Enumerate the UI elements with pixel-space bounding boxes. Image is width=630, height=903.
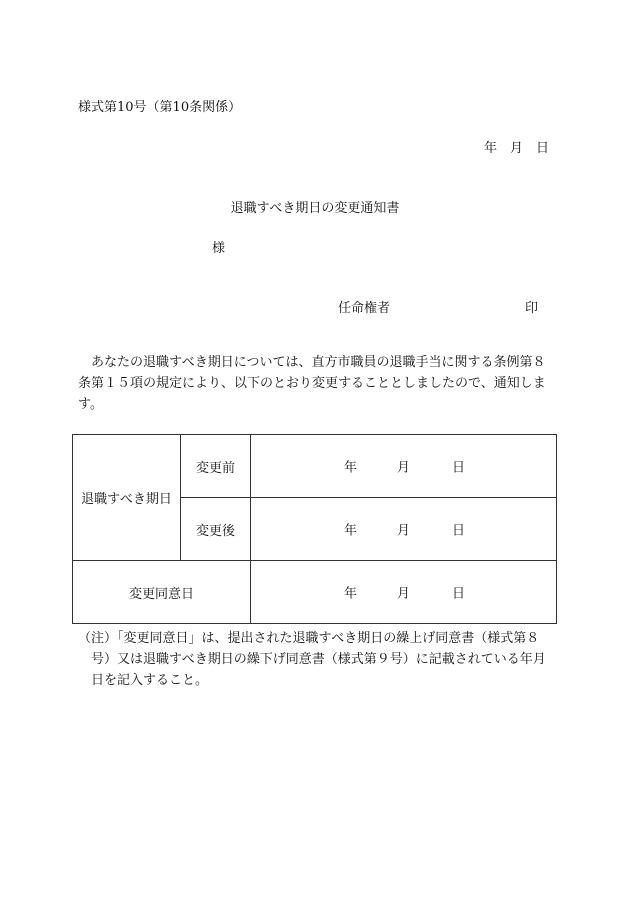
before-change-label: 変更前 — [181, 435, 251, 498]
authority-label: 任命権者 — [338, 301, 391, 316]
form-number: 様式第10号（第10条関係） — [78, 100, 242, 115]
year-label: 年 — [344, 460, 358, 476]
after-change-date — [251, 498, 557, 561]
year-label: 年 — [344, 586, 358, 602]
day-label: 日 — [452, 460, 466, 476]
month-label: 月 — [397, 523, 411, 539]
document-title: 退職すべき期日の変更通知書 — [230, 201, 400, 216]
issue-date: 年 月 日 — [484, 141, 550, 156]
seal-mark: 印 — [525, 301, 539, 316]
before-change-date — [251, 435, 557, 498]
day-label: 日 — [452, 586, 466, 602]
year-label: 年 — [344, 523, 358, 539]
date-change-table — [72, 434, 557, 624]
month-label: 月 — [397, 586, 411, 602]
notice-body: あなたの退職すべき期日については、直方市職員の退職手当に関する条例第８条第１５項の規定により、以下のとおり変更することとしましたので、通知します。 — [78, 355, 546, 412]
consent-date-label: 変更同意日 — [73, 561, 251, 624]
addressee-suffix: 様 — [212, 241, 226, 256]
consent-date — [251, 561, 557, 624]
retirement-date-group-label: 退職すべき期日 — [73, 435, 181, 561]
day-label: 日 — [452, 523, 466, 539]
after-change-label: 変更後 — [181, 498, 251, 561]
footnote-text: （注）「変更同意日」は、提出された退職すべき期日の繰上げ同意書（様式第８号）又は退職すべき期日の繰下げ同意書（様式第９号）に記載されている年月日を記入すること。 — [78, 631, 546, 688]
month-label: 月 — [397, 460, 411, 476]
footnote — [78, 628, 556, 691]
table-row — [73, 435, 557, 498]
table-row — [73, 561, 557, 624]
